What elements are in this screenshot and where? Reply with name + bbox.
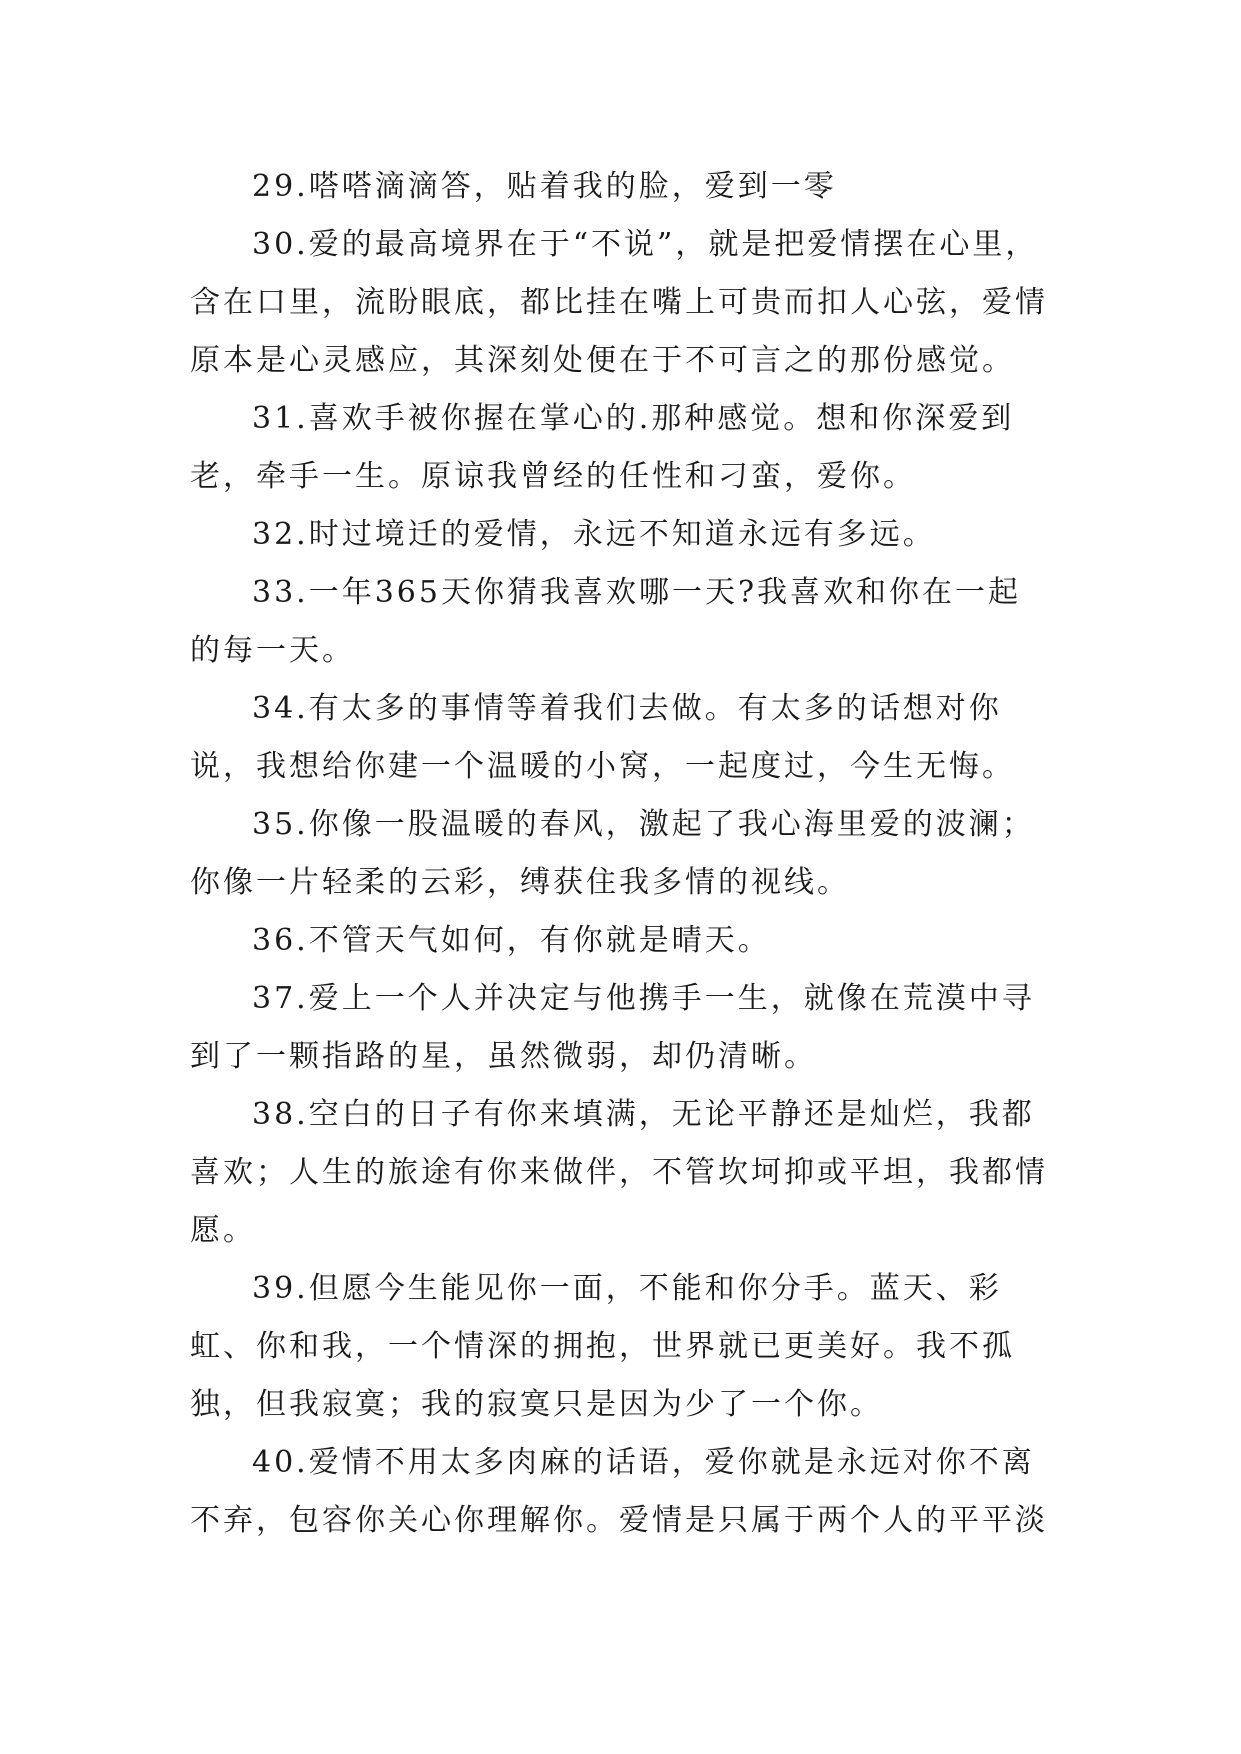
paragraph-32: 32.时过境迁的爱情，永远不知道永远有多远。 xyxy=(252,517,936,552)
paragraph-29: 29.嗒嗒滴滴答，贴着我的脸，爱到一零 xyxy=(252,169,837,204)
paragraph-38: 38.空白的日子有你来填满，无论平静还是灿烂，我都喜欢；人生的旅途有你来做伴，不管坎坷抑或平坦，我都情愿。 xyxy=(190,1097,1048,1248)
paragraph-35: 35.你像一股温暖的春风，激起了我心海里爱的波澜；你像一片轻柔的云彩，缚获住我多情的视线。 xyxy=(190,807,1035,900)
paragraph-40: 40.爱情不用太多肉麻的话语，爱你就是永远对你不离不弃，包容你关心你理解你。爱情是只属于两个人的平平淡 xyxy=(190,1445,1048,1538)
paragraph-39: 39.但愿今生能见你一面，不能和你分手。蓝天、彩虹、你和我，一个情深的拥抱，世界就已更美好。我不孤独，但我寂寞；我的寂寞只是因为少了一个你。 xyxy=(190,1271,1015,1422)
paragraph-34: 34.有太多的事情等着我们去做。有太多的话想对你说，我想给你建一个温暖的小窝，一起度过，今生无悔。 xyxy=(190,691,1015,784)
paragraph-36: 36.不管天气如何，有你就是晴天。 xyxy=(252,923,771,958)
document-body xyxy=(190,158,1052,1550)
paragraph-31: 31.喜欢手被你握在掌心的.那种感觉。想和你深爱到老，牵手一生。原谅我曾经的任性和刁蛮，爱你。 xyxy=(190,401,1015,494)
paragraph-37: 37.爱上一个人并决定与他携手一生，就像在荒漠中寻到了一颗指路的星，虽然微弱，却仍清晰。 xyxy=(190,981,1035,1074)
paragraph-30: 30.爱的最高境界在于“不说”，就是把爱情摆在心里，含在口里，流盼眼底，都比挂在嘴上可贵而扣人心弦，爱情原本是心灵感应，其深刻处便在于不可言之的那份感觉。 xyxy=(190,227,1048,378)
paragraph-33: 33.一年365天你猜我喜欢哪一天?我喜欢和你在一起的每一天。 xyxy=(190,575,1022,668)
